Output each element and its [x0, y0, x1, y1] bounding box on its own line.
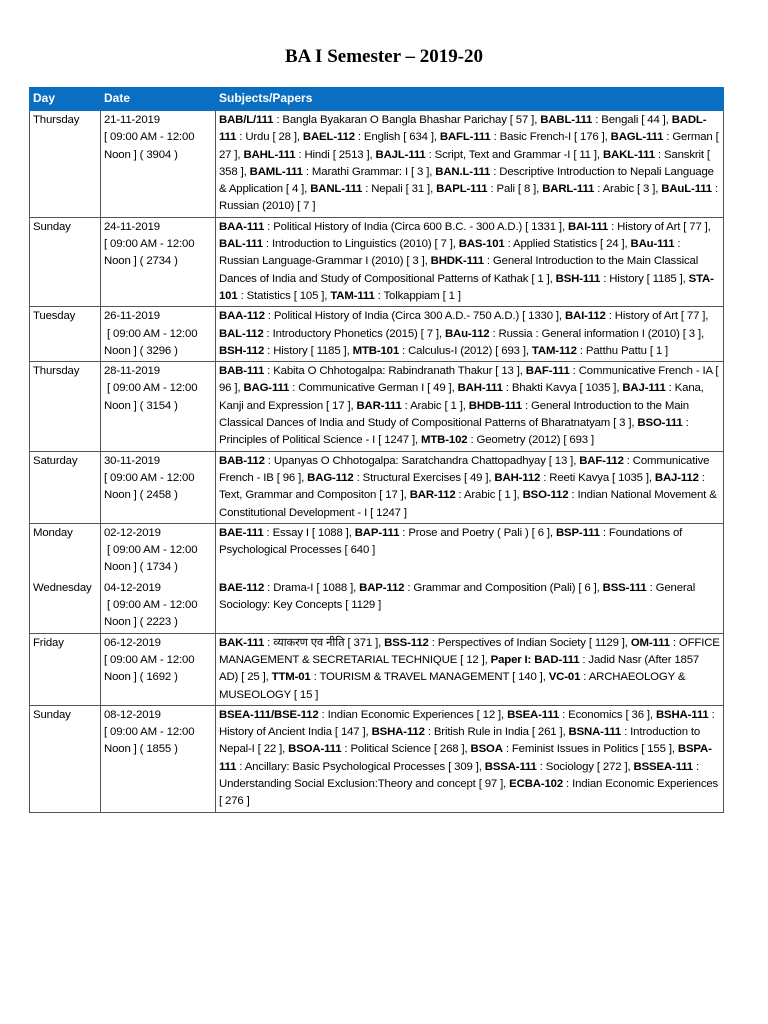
candidate-count: Noon ] ( 1692 ) [104, 671, 178, 684]
exam-time: [ 09:00 AM - 12:00 [104, 544, 198, 557]
paper-title: : English [ 634 ], [354, 131, 440, 144]
paper-code: BAF-112 [579, 454, 624, 467]
paper-title: : Text, Grammar and Compositon [ 17 ], [219, 471, 705, 502]
candidate-count: Noon ] ( 3296 ) [104, 344, 178, 357]
paper-code: BAJ-111 [622, 382, 666, 395]
paper-title: : History [ 1185 ], [600, 272, 689, 285]
paper-title: : Bhakti Kavya [ 1035 ], [502, 382, 623, 395]
day-cell: Sunday [30, 705, 101, 812]
date-cell [101, 633, 216, 705]
paper-title: : British Rule in India [ 261 ], [424, 726, 569, 739]
paper-title: : General Introduction to the Main Classical Dances of India and Study of Compositional Patterns of Kathak [ 1 ], [219, 255, 699, 285]
paper-title: : Bangla Byakaran O Bangla Bhashar Parichay [ 57 ], [273, 114, 541, 126]
paper-code: BAPL-111 [436, 183, 488, 196]
paper-title: : Pali [ 8 ], [487, 183, 543, 196]
paper-code: BAE-111 [219, 526, 264, 539]
paper-title: : OFFICE MANAGEMENT & SECRETARIAL TECHNIQUE [ 12 ], [219, 636, 720, 666]
paper-title: : Economics [ 36 ], [559, 708, 656, 721]
paper-title: : Introduction to Linguistics (2010) [ 7 ], [262, 238, 459, 251]
paper-code: BAA-112 [219, 310, 265, 323]
paper-code: BHDK-111 [430, 255, 484, 268]
paper-title: : Tolkappiam [ 1 ] [374, 289, 461, 302]
paper-title: : Jadid Nasr (After 1857 AD) [ 25 ], [219, 653, 700, 684]
paper-code: BSEA-111 [507, 708, 560, 721]
paper-code: BSNA-111 [568, 726, 622, 739]
day-cell: Sunday [30, 217, 101, 306]
paper-code: BAL-112 [219, 327, 264, 340]
paper-title: : Perspectives of Indian Society [ 1129 ], [428, 636, 631, 649]
day-cell: Friday [30, 633, 101, 705]
paper-title: : History [ 1185 ], [264, 344, 353, 357]
candidate-count: Noon ] ( 2734 ) [104, 255, 178, 268]
paper-title: : Nepali [ 31 ], [362, 183, 437, 196]
paper-code: BARL-111 [542, 183, 595, 196]
paper-title: : Hindi [ 2513 ], [295, 148, 376, 161]
paper-title: : Principles of Political Science - I [ 1247 ], [219, 417, 689, 447]
exam-date: 24-11-2019 [104, 220, 160, 233]
page-title: BA I Semester – 2019-20 [284, 46, 484, 67]
paper-title: : Foundations of Psychological Processes [ 640 ] [219, 526, 683, 557]
paper-code: BAu-111 [630, 238, 675, 251]
paper-code: BAB-111 [219, 365, 265, 378]
paper-code: BAu-112 [444, 327, 490, 340]
paper-title: : Essay I [ 1088 ], [263, 526, 355, 539]
subjects-cell [216, 362, 724, 451]
paper-title: : Introduction to Nepal-I [ 22 ], [219, 726, 701, 756]
paper-title: : Upanyas O Chhotogalpa: Saratchandra Chattopadhyay [ 13 ], [264, 454, 580, 467]
exam-time: [ 09:00 AM - 12:00 [104, 327, 198, 340]
paper-code: BAP-112 [359, 581, 405, 594]
paper-code: BAE-112 [219, 581, 265, 594]
paper-code: BSO-112 [522, 489, 569, 502]
paper-code: TAM-112 [531, 344, 577, 357]
paper-code: BSS-112 [384, 636, 429, 649]
exam-date: 26-11-2019 [104, 310, 160, 323]
table-row [30, 451, 724, 523]
paper-title: : Russia : General information I (2010) [ 3 ], [489, 327, 705, 340]
paper-code: OM-111 [630, 636, 670, 649]
candidate-count: Noon ] ( 1734 ) [104, 561, 178, 574]
paper-code: BAML-111 [249, 165, 303, 178]
paper-title: : Arabic [ 1 ], [455, 489, 523, 502]
paper-title: : Urdu [ 28 ], [236, 131, 303, 144]
candidate-count: Noon ] ( 3904 ) [104, 148, 178, 161]
paper-code: BAB/L/111 [219, 114, 274, 126]
paper-code: BSH-111 [555, 272, 601, 285]
table-header-row [30, 88, 724, 111]
paper-code: BSHA-111 [655, 708, 709, 721]
paper-code: BSH-112 [219, 344, 265, 357]
day-cell: Tuesday [30, 307, 101, 362]
subjects-cell [216, 307, 724, 362]
paper-code: BAB-112 [219, 454, 265, 467]
paper-code: BAGL-111 [610, 131, 664, 144]
paper-title: : Feminist Issues in Politics [ 155 ], [502, 743, 678, 756]
day-column-header: Day [30, 88, 101, 111]
subjects-cell [216, 451, 724, 523]
paper-title: : Indian National Movement & Constitutional Development - I [ 1247 ] [219, 489, 717, 519]
date-cell [101, 705, 216, 812]
paper-code: BAN.L-111 [435, 165, 491, 178]
exam-date: 21-11-2019 [104, 114, 160, 126]
paper-code: BHDB-111 [468, 399, 522, 412]
date-cell [101, 111, 216, 218]
paper-title: : Political History of India (Circa 300 A.D.- 750 A.D.) [ 1330 ], [264, 310, 565, 323]
date-cell [101, 307, 216, 362]
paper-code: BAI-111 [567, 220, 609, 233]
table-row [30, 633, 724, 705]
paper-code: BAG-112 [307, 471, 354, 484]
paper-title: : Kabita O Chhotogalpa: Rabindranath Thakur [ 13 ], [264, 365, 526, 378]
exam-date: 02-12-2019 [104, 526, 161, 539]
exam-date: 28-11-2019 [104, 365, 160, 378]
day-cell: Thursday [30, 111, 101, 218]
schedule-body [30, 111, 724, 813]
paper-title: : Basic French-I [ 176 ], [490, 131, 611, 144]
paper-title: : Drama-I [ 1088 ], [264, 581, 360, 594]
paper-code: BAJ-112 [654, 471, 699, 484]
paper-title: : व्याकरण एव नीति [ 371 ], [264, 636, 385, 649]
paper-title: : Communicative German I [ 49 ], [289, 382, 458, 395]
paper-code: BAG-111 [243, 382, 290, 395]
paper-code: MTB-102 [421, 434, 468, 447]
paper-code: BSSEA-111 [633, 760, 693, 773]
paper-code: BAA-111 [219, 220, 265, 233]
paper-code: BSSA-111 [484, 760, 537, 773]
table-row [30, 307, 724, 362]
paper-code: BAFL-111 [439, 131, 491, 144]
paper-code: BSHA-112 [371, 726, 425, 739]
paper-code: BAR-111 [356, 399, 402, 412]
subjects-cell [216, 705, 724, 812]
paper-title: : History of Ancient India [ 147 ], [219, 708, 715, 739]
paper-code: BSOA-111 [288, 743, 342, 756]
paper-title: : Descriptive Introduction to Nepali Language & Application [ 4 ], [219, 165, 714, 196]
paper-code: STA-101 [219, 272, 714, 302]
paper-title: : Understanding Social Exclusion:Theory and concept [ 97 ], [219, 760, 699, 790]
paper-code: Paper I: BAD-111 [490, 653, 580, 666]
day-cell: Monday [30, 523, 101, 578]
table-row [30, 111, 724, 218]
paper-title: : Grammar and Composition (Pali) [ 6 ], [404, 581, 603, 594]
candidate-count: Noon ] ( 2223 ) [104, 616, 178, 629]
paper-title: : Calculus-I (2012) [ 693 ], [399, 344, 532, 357]
subjects-column-header: Subjects/Papers [216, 88, 724, 111]
paper-title: : Political History of India (Circa 600 B.C. - 300 A.D.) [ 1331 ], [264, 220, 568, 233]
candidate-count: Noon ] ( 2458 ) [104, 489, 178, 502]
paper-code: BSO-111 [637, 417, 683, 430]
paper-code: BABL-111 [540, 114, 593, 126]
paper-code: TTM-01 [271, 671, 311, 684]
paper-code: BAF-111 [525, 365, 570, 378]
subjects-cell [216, 633, 724, 705]
paper-code: BSEA-111/BSE-112 [219, 708, 319, 721]
paper-code: BAJL-111 [375, 148, 426, 161]
paper-title: : Structural Exercises [ 49 ], [353, 471, 495, 484]
exam-date: 08-12-2019 [104, 708, 161, 721]
paper-title: : Bengali [ 44 ], [592, 114, 672, 126]
paper-title: : Marathi Grammar: I [ 3 ], [302, 165, 436, 178]
paper-title: : Patthu Pattu [ 1 ] [576, 344, 669, 357]
date-cell [101, 217, 216, 306]
paper-title: : Political Science [ 268 ], [341, 743, 471, 756]
paper-title: : Script, Text and Grammar -I [ 11 ], [425, 148, 603, 161]
table-row [30, 578, 724, 633]
exam-time: [ 09:00 AM - 12:00 [104, 238, 195, 251]
paper-title: : Indian Economic Experiences [ 12 ], [318, 708, 508, 721]
paper-code: VC-01 [548, 671, 581, 684]
table-row [30, 217, 724, 306]
paper-code: BAK-111 [219, 636, 265, 649]
paper-title: : History of Art [ 77 ], [605, 310, 709, 323]
paper-code: BAL-111 [219, 238, 263, 251]
subjects-cell [216, 523, 724, 578]
paper-title: : Kana, Kanji and Expression [ 17 ], [219, 382, 704, 412]
subjects-cell [216, 578, 724, 633]
paper-title: : German [ 27 ], [219, 131, 719, 161]
table-row [30, 523, 724, 578]
paper-title: : General Sociology: Key Concepts [ 1129 ] [219, 581, 696, 612]
paper-title: : Sociology [ 272 ], [536, 760, 634, 773]
exam-time: [ 09:00 AM - 12:00 [104, 599, 198, 612]
date-cell [101, 451, 216, 523]
paper-code: BSPA-111 [219, 743, 712, 773]
exam-date: 30-11-2019 [104, 454, 160, 467]
date-column-header: Date [101, 88, 216, 111]
exam-time: [ 09:00 AM - 12:00 [104, 726, 195, 739]
paper-code: BAI-112 [564, 310, 606, 323]
paper-title: : Prose and Poetry ( Pali ) [ 6 ], [399, 526, 556, 539]
date-cell [101, 578, 216, 633]
paper-code: BAS-101 [458, 238, 505, 251]
paper-title: : Statistics [ 105 ], [237, 289, 331, 302]
paper-code: BAuL-111 [661, 183, 712, 196]
exam-time: [ 09:00 AM - 12:00 [104, 131, 195, 144]
paper-title: : Applied Statistics [ 24 ], [504, 238, 631, 251]
exam-time: [ 09:00 AM - 12:00 [104, 471, 195, 484]
paper-title: : Introductory Phonetics (2015) [ 7 ], [263, 327, 445, 340]
paper-code: TAM-111 [330, 289, 375, 302]
exam-time: [ 09:00 AM - 12:00 [104, 653, 195, 666]
paper-code: BSOA [470, 743, 503, 756]
paper-code: BAH-111 [457, 382, 503, 395]
candidate-count: Noon ] ( 3154 ) [104, 399, 178, 412]
day-cell: Saturday [30, 451, 101, 523]
candidate-count: Noon ] ( 1855 ) [104, 743, 178, 756]
paper-title: : TOURISM & TRAVEL MANAGEMENT [ 140 ], [310, 671, 549, 684]
paper-title: : Communicative French - IA [ 96 ], [219, 365, 719, 395]
paper-title: : Arabic [ 1 ], [401, 399, 469, 412]
paper-title: : Sanskrit [ 358 ], [219, 148, 710, 178]
day-cell: Wednesday [30, 578, 101, 633]
day-cell: Thursday [30, 362, 101, 451]
paper-title: : ARCHAEOLOGY & MUSEOLOGY [ 15 ] [219, 671, 686, 701]
table-row [30, 362, 724, 451]
paper-title: : Ancillary: Basic Psychological Processes [ 309 ], [236, 760, 485, 773]
paper-title: : General Introduction to the Main Classical Dances of India and Study of Compositional Patterns of Bharatnatyam [ 3 ], [219, 399, 689, 430]
date-cell [101, 523, 216, 578]
paper-code: BAHL-111 [243, 148, 296, 161]
paper-code: BSS-111 [602, 581, 647, 594]
paper-code: BADL-111 [219, 114, 707, 144]
paper-code: BAH-112 [494, 471, 541, 484]
exam-schedule-table [29, 87, 724, 813]
paper-code: BAEL-112 [302, 131, 355, 144]
subjects-cell [216, 217, 724, 306]
paper-code: BAR-112 [409, 489, 456, 502]
paper-code: BSP-111 [555, 526, 600, 539]
paper-title: : Russian Language-Grammar I (2010) [ 3 ], [219, 238, 681, 268]
paper-code: BAP-111 [354, 526, 400, 539]
paper-title: : History of Art [ 77 ], [608, 220, 711, 233]
paper-title: : Reeti Kavya [ 1035 ], [540, 471, 655, 484]
paper-title: : Geometry (2012) [ 693 ] [467, 434, 594, 447]
table-row [30, 705, 724, 812]
paper-code: BANL-111 [310, 183, 363, 196]
exam-time: [ 09:00 AM - 12:00 [104, 382, 198, 395]
paper-title: : Communicative French - IB [ 96 ], [219, 454, 710, 484]
paper-title: : Indian Economic Experiences [ 276 ] [219, 777, 719, 808]
paper-code: ECBA-102 [509, 777, 564, 790]
exam-date: 04-12-2019 [104, 581, 161, 594]
paper-title: : Arabic [ 3 ], [594, 183, 662, 196]
subjects-cell [216, 111, 724, 218]
exam-date: 06-12-2019 [104, 636, 161, 649]
date-cell [101, 362, 216, 451]
paper-code: BAKL-111 [602, 148, 655, 161]
paper-title: : Russian (2010) [ 7 ] [219, 183, 719, 213]
paper-code: MTB-101 [352, 344, 400, 357]
